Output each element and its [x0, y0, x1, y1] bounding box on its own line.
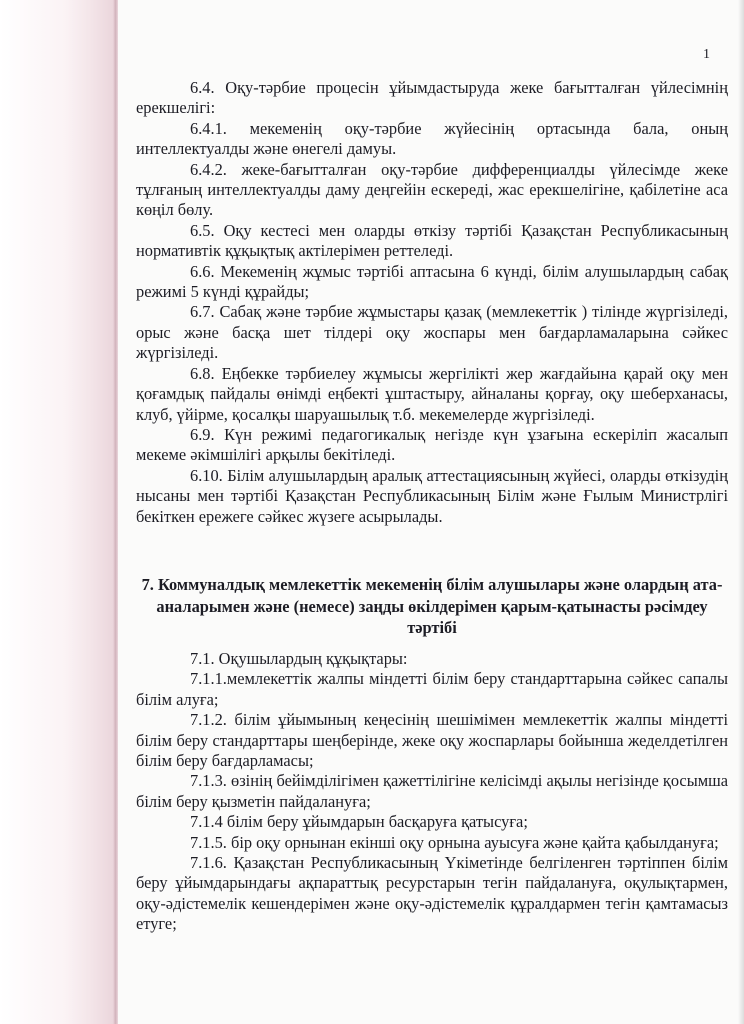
paragraph-6-4: 6.4. Оқу-тәрбие процесін ұйымдастыруда жеке бағытталған үйлесімнің ерекшелігі: — [136, 78, 728, 118]
paragraph-7-1-1: 7.1.1.мемлекеттік жалпы міндетті білім беру стандарттарына сәйкес сапалы білім алуға; — [136, 669, 728, 709]
paragraph-7-1-3: 7.1.3. өзінің бейімділігімен қажеттілігіне келісімді ақылы негізінде қосымша білім беру қызметін пайдалануға; — [136, 771, 728, 811]
paragraph-6-4-1: 6.4.1. мекеменің оқу-тәрбие жүйесінің ортасында бала, оның интеллектуалды және өнегелі дамуы. — [136, 118, 728, 159]
page-fold-shadow — [113, 0, 118, 1024]
paragraph-7-1: 7.1. Оқушылардың құқықтары: — [190, 649, 408, 668]
paragraph-7-1-4: 7.1.4 білім беру ұйымдарын басқаруға қатысуға; — [190, 812, 528, 832]
paragraph-7-1-5: 7.1.5. бір оқу орнынан екінші оқу орнына ауысуға және қайта қабылдануға; — [190, 832, 719, 852]
section-6-body — [136, 78, 728, 527]
binding-margin — [0, 0, 118, 1024]
document-page — [120, 0, 740, 1024]
paragraph-6-4-2: 6.4.2. жеке-бағытталған оқу-тәрбие дифференциалды үйлесімде жеке тұлғаның интеллектуалды даму деңгейін ескереді, жас ерекшелігіне, қабілетіне аса көңіл бөлу. — [136, 159, 728, 220]
section-7-body — [136, 649, 728, 935]
paragraph-6-8: 6.8. Еңбекке тәрбиелеу жұмысы жергілікті жер жағдайына қарай оқу мен қоғамдық пайдалы өнімді еңбекті ұштастыру, айналаны қорғау, оқу шеберханасы, клуб, үйірме, қосалқы шаруашылық т.б. мекемелерде жүргізіледі. — [136, 363, 728, 424]
paragraph-7-1-6: 7.1.6. Қазақстан Республикасының Үкіметінде белгіленген тәртіппен білім беру ұйымдарындағы ақпараттық ресурстарын тегін пайдалануға, оқулықтармен, оқу-әдістемелік кешендерімен және оқу-әдістемелік құралдармен тегін қамтамасыз етуге; — [136, 853, 728, 934]
paragraph-6-9: 6.9. Күн режимі педагогикалық негізде күн ұзағына ескеріліп жасалып мекеме әкімшілігі арқылы бекітіледі. — [136, 424, 728, 465]
paragraph-6-6: 6.6. Мекеменің жұмыс тәртібі аптасына 6 күнді, білім алушылардың сабақ режимі 5 күнді құрайды; — [136, 261, 728, 302]
paragraph-7-1-2: 7.1.2. білім ұйымының кеңесінің шешімімен мемлекеттік жалпы міндетті білім беру стандарттары шеңберінде, жеке оқу жоспарлары бойынша жеделдетілген білім беру бағдарламасы; — [136, 710, 728, 771]
page-number: 1 — [703, 47, 710, 62]
section-7-heading: 7. Коммуналдық мемлекеттік мекеменің білім алушылары және олардың ата-аналарымен және (немесе) заңды өкілдерімен қарым-қатынасты рәсімдеу тәртібі — [141, 575, 723, 637]
paragraph-6-7: 6.7. Сабақ және тәрбие жұмыстары қазақ (мемлекеттік ) тілінде жүргізіледі, орыс және басқа шет тілдері оқу жоспары мен бағдарламаларына сәйкес жүргізіледі. — [136, 302, 728, 363]
paragraph-6-10: 6.10. Білім алушылардың аралық аттестациясының жүйесі, оларды өткізудің нысаны мен тәртібі Қазақстан Республикасының Білім және Ғылым Министрлігі бекіткен ережеге сәйкес жүзеге асырылады. — [136, 465, 728, 526]
paragraph-6-5: 6.5. Оқу кестесі мен оларды өткізу тәртібі Қазақстан Республикасының нормативтік құқықтық актілерімен реттеледі. — [136, 220, 728, 261]
